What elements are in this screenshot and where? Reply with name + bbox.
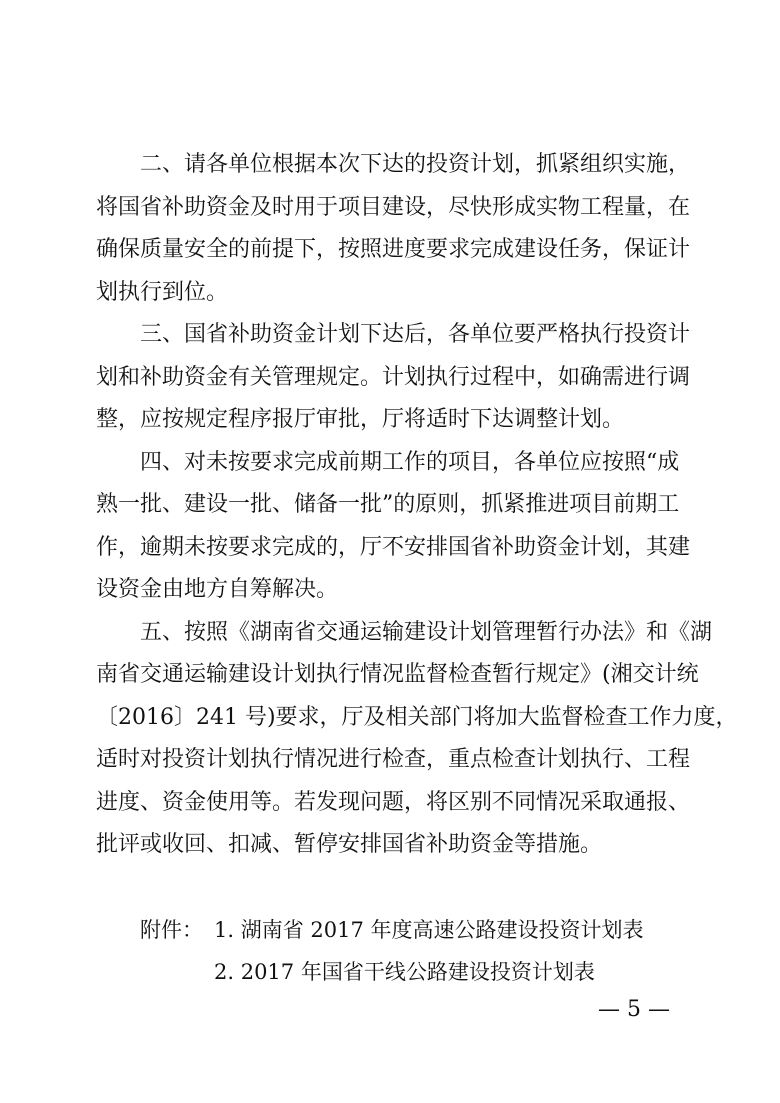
paragraph-4-line-1: 四、对未按要求完成前期工作的项目，各单位应按照“成: [140, 450, 680, 475]
paragraph-5-line-6: 批评或收回、扣减、暂停安排国省补助资金等措施。: [96, 832, 603, 857]
paragraph-2-line-3: 确保质量安全的前提下，按照进度要求完成建设任务，保证计: [96, 237, 691, 262]
paragraph-5-line-1: 五、按照《湖南省交通运输建设计划管理暂行办法》和《湖: [140, 620, 713, 645]
paragraph-2-line-4: 划执行到位。: [96, 280, 229, 305]
paragraph-5-line-3: 〔2016〕241 号)要求，厅及相关部门将加大监督检查工作力度，: [96, 705, 738, 730]
paragraph-5-line-4: 适时对投资计划执行情况进行检查，重点检查计划执行、工程: [96, 747, 691, 772]
paragraph-4-line-4: 设资金由地方自筹解决。: [96, 577, 339, 602]
attachments-label: 附件：: [140, 918, 203, 942]
paragraph-3-line-1: 三、国省补助资金计划下达后，各单位要严格执行投资计: [140, 322, 691, 347]
attachment-item-1: 1. 湖南省 2017 年度高速公路建设投资计划表: [214, 918, 644, 942]
paragraph-4-line-3: 作，逾期未按要求完成的，厅不安排国省补助资金计划，其建: [96, 535, 691, 560]
paragraph-4-line-2: 熟一批、建设一批、储备一批”的原则，抓紧推进项目前期工: [96, 492, 680, 517]
attachment-item-2: 2. 2017 年国省干线公路建设投资计划表: [214, 960, 595, 984]
paragraph-2-line-2: 将国省补助资金及时用于项目建设，尽快形成实物工程量，在: [96, 195, 691, 220]
paragraph-5-line-2: 南省交通运输建设计划执行情况监督检查暂行规定》(湘交计统: [96, 662, 699, 687]
paragraph-3-line-2: 划和补助资金有关管理规定。计划执行过程中，如确需进行调: [96, 365, 691, 390]
paragraph-3-line-3: 整，应按规定程序报厅审批，厅将适时下达调整计划。: [96, 407, 625, 432]
page-number: — 5 —: [598, 997, 670, 1022]
paragraph-2-line-1: 二、请各单位根据本次下达的投资计划，抓紧组织实施，: [140, 152, 691, 177]
paragraph-5-line-5: 进度、资金使用等。若发现问题，将区别不同情况采取通报、: [96, 790, 691, 815]
